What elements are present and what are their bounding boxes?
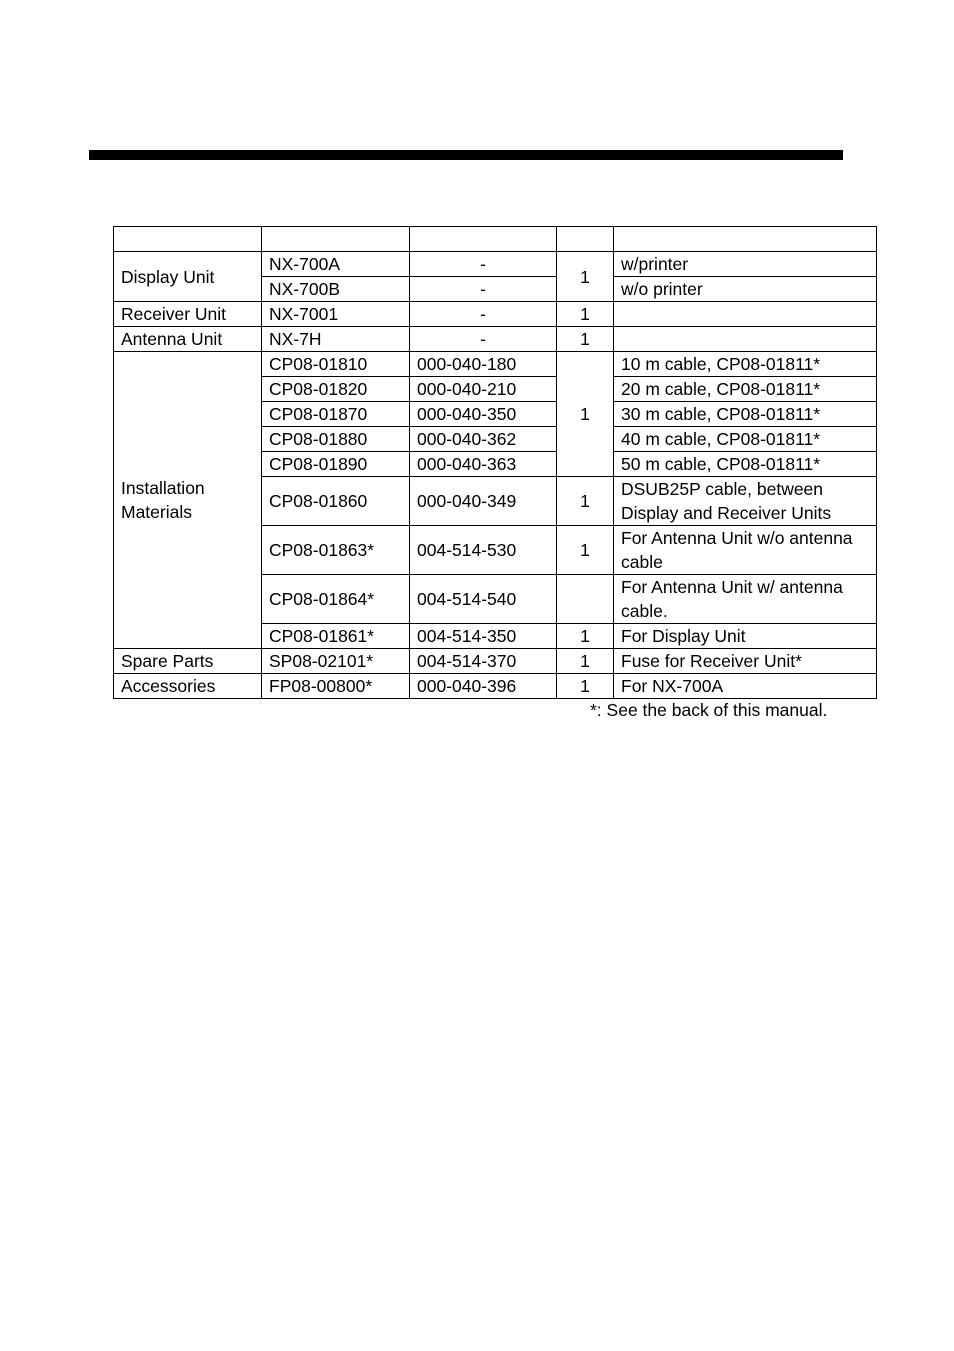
section-heading-rule: [89, 150, 843, 160]
remarks-cell: [614, 302, 877, 327]
code-cell: -: [410, 252, 557, 277]
remarks-cell: For Antenna Unit w/ antenna cable.: [614, 575, 877, 624]
header-remarks: [614, 227, 877, 252]
code-cell: -: [410, 327, 557, 352]
code-cell: -: [410, 302, 557, 327]
code-cell: 000-040-363: [410, 452, 557, 477]
header-type: [262, 227, 410, 252]
qty-cell: 1: [557, 327, 614, 352]
code-cell: 004-514-530: [410, 526, 557, 575]
category-cell: Display Unit: [114, 252, 262, 302]
table-row: [114, 352, 877, 377]
remarks-cell: For Display Unit: [614, 624, 877, 649]
code-cell: 000-040-349: [410, 477, 557, 526]
code-cell: 004-514-540: [410, 575, 557, 624]
type-cell: CP08-01820: [262, 377, 410, 402]
qty-cell: [557, 575, 614, 624]
remarks-cell: [614, 327, 877, 352]
code-cell: 004-514-370: [410, 649, 557, 674]
type-cell: SP08-02101*: [262, 649, 410, 674]
remarks-cell: w/o printer: [614, 277, 877, 302]
qty-cell: 1: [557, 674, 614, 699]
type-cell: CP08-01863*: [262, 526, 410, 575]
remarks-cell: 50 m cable, CP08-01811*: [614, 452, 877, 477]
code-cell: -: [410, 277, 557, 302]
table-row: [114, 649, 877, 674]
table-row: [114, 327, 877, 352]
type-cell: NX-7H: [262, 327, 410, 352]
remarks-cell: 40 m cable, CP08-01811*: [614, 427, 877, 452]
category-cell: Antenna Unit: [114, 327, 262, 352]
type-cell: NX-700B: [262, 277, 410, 302]
type-cell: CP08-01860: [262, 477, 410, 526]
table-row: [114, 674, 877, 699]
qty-cell: 1: [557, 302, 614, 327]
qty-cell: 1: [557, 352, 614, 477]
category-cell: Receiver Unit: [114, 302, 262, 327]
header-name: [114, 227, 262, 252]
code-cell: 000-040-396: [410, 674, 557, 699]
category-cell: Spare Parts: [114, 649, 262, 674]
code-cell: 000-040-210: [410, 377, 557, 402]
type-cell: CP08-01870: [262, 402, 410, 427]
remarks-cell: w/printer: [614, 252, 877, 277]
type-cell: FP08-00800*: [262, 674, 410, 699]
type-cell: CP08-01890: [262, 452, 410, 477]
remarks-cell: Fuse for Receiver Unit*: [614, 649, 877, 674]
qty-cell: 1: [557, 252, 614, 302]
remarks-cell: 10 m cable, CP08-01811*: [614, 352, 877, 377]
qty-cell: 1: [557, 649, 614, 674]
remarks-cell: For NX-700A: [614, 674, 877, 699]
table-row: [114, 302, 877, 327]
category-cell: Installation Materials: [114, 352, 262, 649]
type-cell: CP08-01864*: [262, 575, 410, 624]
code-cell: 000-040-180: [410, 352, 557, 377]
table-row: [114, 252, 877, 277]
type-cell: CP08-01810: [262, 352, 410, 377]
table-footnote: *: See the back of this manual.: [590, 700, 828, 720]
remarks-cell: 20 m cable, CP08-01811*: [614, 377, 877, 402]
type-cell: CP08-01861*: [262, 624, 410, 649]
qty-cell: 1: [557, 624, 614, 649]
type-cell: NX-7001: [262, 302, 410, 327]
remarks-cell: DSUB25P cable, between Display and Receiver Units: [614, 477, 877, 526]
table-header-row: [114, 227, 877, 252]
header-code: [410, 227, 557, 252]
qty-cell: 1: [557, 477, 614, 526]
type-cell: NX-700A: [262, 252, 410, 277]
category-cell: Accessories: [114, 674, 262, 699]
remarks-cell: For Antenna Unit w/o antenna cable: [614, 526, 877, 575]
remarks-cell: 30 m cable, CP08-01811*: [614, 402, 877, 427]
header-qty: [557, 227, 614, 252]
qty-cell: 1: [557, 526, 614, 575]
code-cell: 004-514-350: [410, 624, 557, 649]
type-cell: CP08-01880: [262, 427, 410, 452]
code-cell: 000-040-350: [410, 402, 557, 427]
equipment-list-table: [113, 226, 877, 699]
code-cell: 000-040-362: [410, 427, 557, 452]
